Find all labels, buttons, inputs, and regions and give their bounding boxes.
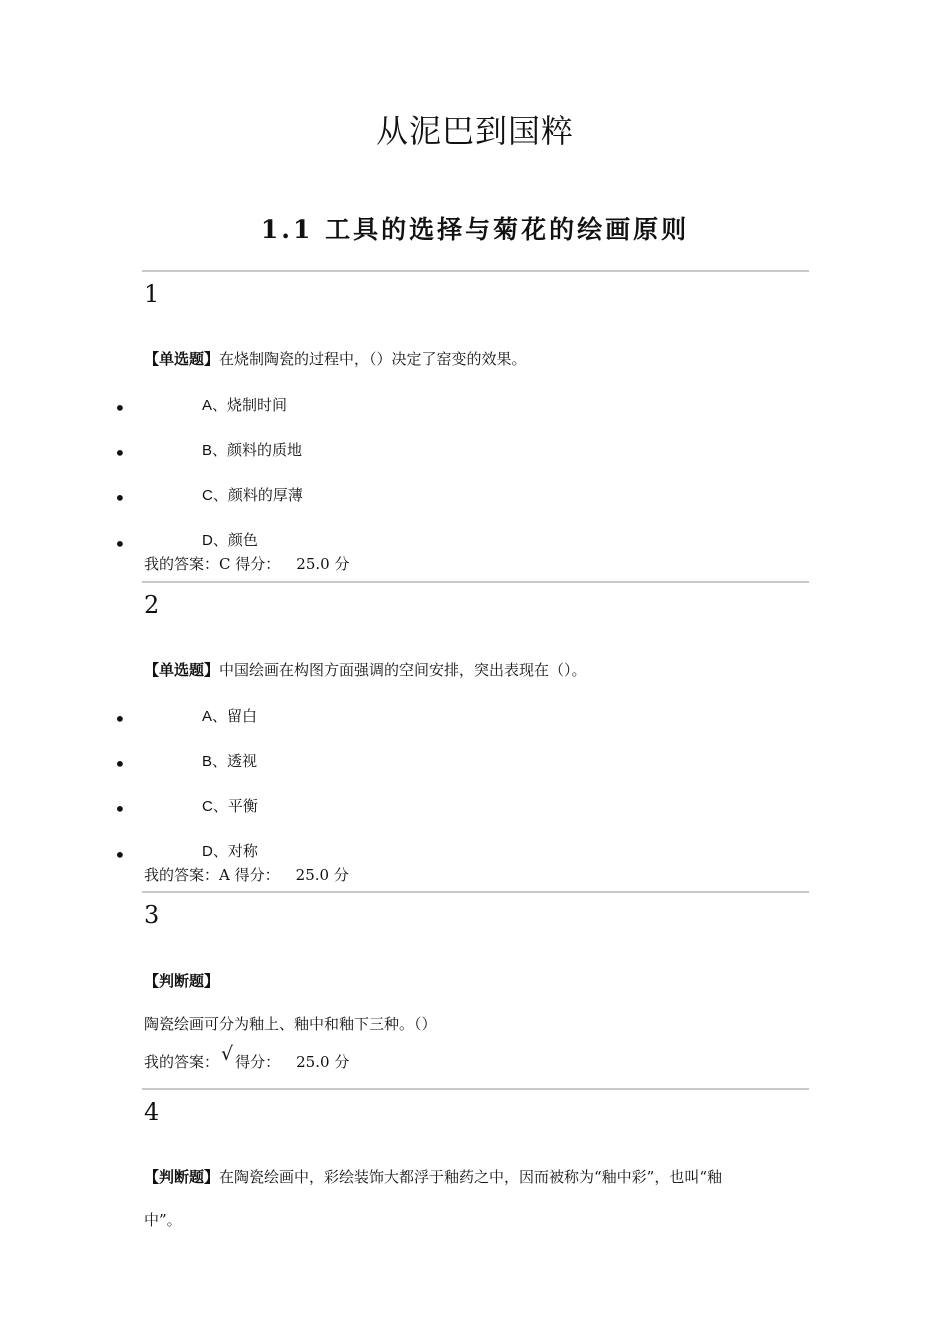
option-b[interactable]: B、透视	[202, 752, 258, 770]
bullet-icon: •	[114, 486, 126, 510]
checkmark-icon: √	[221, 1043, 234, 1065]
question-stem: 中国绘画在构图方面强调的空间安排，突出表现在（）。	[219, 661, 587, 679]
question-type: 【判断题】	[144, 1168, 220, 1186]
bullet-icon: •	[114, 441, 126, 465]
question-text	[144, 1166, 722, 1187]
document-title: 从泥巴到国粹	[375, 112, 574, 150]
divider	[142, 1088, 809, 1090]
my-answer: 我的答案： √ 得分： 25.0 分	[144, 1043, 350, 1071]
question-stem: 陶瓷绘画可分为釉上、釉中和釉下三种。（）	[144, 1015, 437, 1033]
question-number: 2	[144, 591, 160, 619]
question-stem-continued: 中”。	[144, 1211, 182, 1229]
divider	[142, 891, 809, 893]
question-stem: 在陶瓷绘画中，彩绘装饰大都浮于釉药之中，因而被称为“釉中彩”，也叫“釉	[219, 1168, 723, 1186]
my-answer: 我的答案：C 得分： 25.0 分	[144, 555, 350, 573]
bullet-icon: •	[114, 396, 126, 420]
bullet-icon: •	[114, 797, 126, 821]
question-stem: 在烧制陶瓷的过程中，（）决定了窑变的效果。	[219, 350, 527, 368]
option-a[interactable]: A、留白	[202, 707, 258, 725]
divider	[142, 581, 809, 583]
question-text	[144, 348, 527, 369]
question-number: 3	[144, 901, 160, 929]
question-type: 【判断题】	[144, 972, 220, 990]
question-number: 4	[144, 1098, 160, 1126]
option-c[interactable]: C、颜料的厚薄	[202, 486, 303, 504]
option-d[interactable]: D、颜色	[202, 531, 258, 549]
question-text	[144, 659, 587, 680]
my-answer: 我的答案：A 得分： 25.0 分	[144, 866, 349, 884]
bullet-icon: •	[114, 707, 126, 731]
question-type: 【单选题】	[144, 350, 220, 368]
option-a[interactable]: A、烧制时间	[202, 396, 288, 414]
bullet-icon: •	[114, 843, 126, 867]
option-c[interactable]: C、平衡	[202, 797, 258, 815]
bullet-icon: •	[114, 532, 126, 556]
option-d[interactable]: D、对称	[202, 842, 258, 860]
question-type: 【单选题】	[144, 661, 220, 679]
section-title: 1.1 工具的选择与菊花的绘画原则	[260, 215, 690, 244]
question-number: 1	[144, 280, 160, 308]
divider	[142, 270, 809, 272]
bullet-icon: •	[114, 752, 126, 776]
option-b[interactable]: B、颜料的质地	[202, 441, 303, 459]
